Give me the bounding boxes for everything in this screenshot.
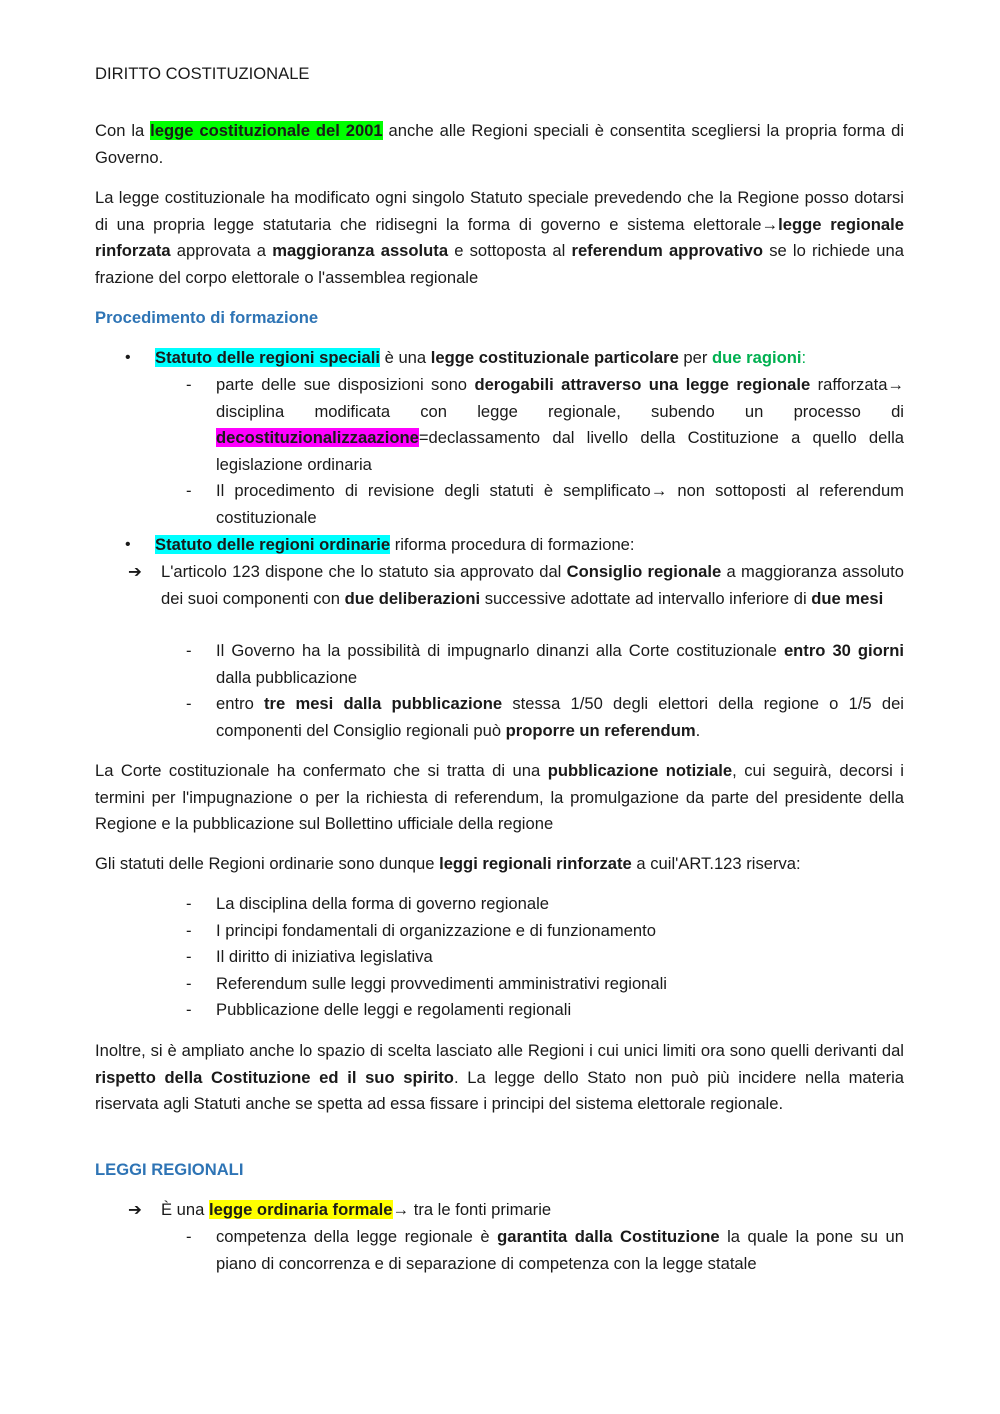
text: anche alle Regioni speciali è consentita scegliersi la propria forma di Governo. xyxy=(95,121,905,167)
bold-text: Consiglio regionale xyxy=(566,562,722,581)
text: a maggioranza assoluto dei suoi componenti con xyxy=(161,562,904,608)
bold-text: due deliberazioni xyxy=(344,588,481,608)
bold-text: referendum approvativo xyxy=(571,241,764,261)
text: È una xyxy=(161,1200,209,1219)
bold-text: derogabili attraverso una legge regionale xyxy=(474,375,811,394)
highlight-legge-ordinaria-formale: legge ordinaria formale xyxy=(208,1200,393,1219)
bold-text: pubblicazione notiziale xyxy=(547,761,733,780)
list-item: Il diritto di iniziativa legislativa xyxy=(216,947,433,966)
text: dalla pubblicazione xyxy=(216,667,358,687)
arrow-item-legge-ordinaria xyxy=(161,1197,904,1224)
arrow-icon: ➔ xyxy=(128,1200,142,1219)
paragraph-inoltre xyxy=(95,1038,904,1118)
dash-marker: - xyxy=(186,481,192,500)
bullet-statuto-ordinarie xyxy=(155,532,904,559)
section-heading-leggi-regionali: LEGGI REGIONALI xyxy=(95,1160,244,1179)
list-item: Referendum sulle leggi provvedimenti amministrativi regionali xyxy=(216,974,667,993)
text: . La legge dello Stato non può più incidere nella materia riservata agli Statuti anche se spetta ad essa fissare i principi del sistema elettorale regionale. xyxy=(95,1067,905,1114)
text: competenza della legge regionale è xyxy=(216,1227,498,1246)
text: =declassamento dal livello della Costituzione a quello della legislazione ordinaria xyxy=(216,428,904,474)
highlight-statuto-speciali: Statuto delle regioni speciali xyxy=(155,348,380,367)
paragraph-intro xyxy=(95,118,904,171)
text: la quale la pone su un piano di concorrenza e di separazione di competenza con la legge statale xyxy=(216,1227,904,1273)
dash-marker: - xyxy=(186,694,192,713)
sublist-item-competenza xyxy=(216,1224,904,1277)
text: Inoltre, si è ampliato anche lo spazio di scelta lasciato alle Regioni i cui unici limiti ora sono quelli derivanti dal xyxy=(95,1041,904,1060)
bullet-marker: • xyxy=(125,349,131,366)
highlight-decostituzionalizzazione: decostituzionalizzaazione xyxy=(216,428,419,448)
text: . xyxy=(695,720,701,740)
list-item: La disciplina della forma di governo regionale xyxy=(216,894,550,913)
bold-text: entro 30 giorni xyxy=(783,641,905,660)
dash-marker: - xyxy=(186,921,192,940)
dash-marker: - xyxy=(186,947,192,966)
dash-marker: - xyxy=(186,1000,192,1019)
bold-text: tre mesi dalla pubblicazione xyxy=(264,694,503,713)
text: Gli statuti delle Regioni ordinarie sono dunque xyxy=(95,854,440,873)
text: La legge costituzionale ha modificato ogni singolo Statuto speciale prevedendo che la Regione posso dotarsi di una propria legge statutaria che ridisegni la forma di governo e sistema elettorale→ xyxy=(95,188,904,234)
dash-marker: - xyxy=(186,974,192,993)
text: : xyxy=(801,348,807,367)
sublist-item-referendum xyxy=(216,691,904,744)
text: entro xyxy=(216,694,265,713)
text: è una xyxy=(380,348,431,367)
text: Il Governo ha la possibilità di impugnarlo dinanzi alla Corte costituzionale xyxy=(216,641,784,660)
text: e sottoposta al xyxy=(448,241,572,261)
bold-text: rispetto della Costituzione ed il suo spirito xyxy=(95,1067,454,1087)
dash-marker: - xyxy=(186,894,192,913)
document-title: DIRITTO COSTITUZIONALE xyxy=(95,64,310,83)
dash-marker: - xyxy=(186,641,192,660)
text: La Corte costituzionale ha confermato che si tratta di una xyxy=(95,761,548,780)
highlight-statuto-ordinarie: Statuto delle regioni ordinarie xyxy=(155,535,391,554)
paragraph-statuti-speciali xyxy=(95,185,904,291)
arrow-icon: ➔ xyxy=(128,562,142,581)
bold-text: maggioranza assoluta xyxy=(272,241,449,261)
text: successive adottate ad intervallo inferiore di xyxy=(480,588,812,608)
bold-text: garantita dalla Costituzione xyxy=(497,1227,720,1246)
bold-text: due mesi xyxy=(811,588,884,608)
paragraph-statuti-ordinarie xyxy=(95,851,904,878)
text: stessa 1/50 degli elettori della regione o 1/5 dei componenti del Consiglio regionali può xyxy=(216,694,904,740)
bold-text: proporre un referendum xyxy=(505,720,696,740)
text: → tra le fonti primarie xyxy=(392,1200,552,1219)
section-heading-procedimento: Procedimento di formazione xyxy=(95,308,319,327)
paragraph-corte-costituzionale xyxy=(95,758,904,838)
sublist-item-revisione: Il procedimento di revisione degli statuti è semplificato→ non sottoposti al referendum costituzionale xyxy=(216,481,904,527)
text: , cui seguirà, decorsi i termini per l'impugnazione o per la richiesta di referendum, la promulgazione da parte del presidente della Regione e la pubblicazione sul Bollettino ufficiale della regione xyxy=(95,761,904,834)
highlight-legge-2001: legge costituzionale del 2001 xyxy=(150,121,383,140)
text: se lo richiede una frazione del corpo elettorale o l'assemblea regionale xyxy=(95,241,904,287)
sublist-item-derogabili xyxy=(216,372,904,478)
dash-marker: - xyxy=(186,1227,192,1246)
text: L'articolo 123 dispone che lo statuto sia approvato dal xyxy=(161,562,567,581)
list-item: I principi fondamentali di organizzazione e di funzionamento xyxy=(216,921,657,940)
bold-text: legge regionale rinforzata xyxy=(95,214,904,261)
text: rafforzata→ disciplina modificata con legge regionale, subendo un processo di xyxy=(216,375,905,421)
bold-text: legge costituzionale particolare xyxy=(430,348,679,367)
dash-marker: - xyxy=(186,375,192,394)
text: riforma procedura di formazione: xyxy=(390,535,635,554)
bold-text: leggi regionali rinforzate xyxy=(439,854,632,873)
text: a cuil'ART.123 riserva: xyxy=(631,854,801,873)
text: per xyxy=(678,348,713,367)
text: parte delle sue disposizioni sono xyxy=(216,375,475,394)
sublist-item-governo xyxy=(216,638,904,691)
bullet-statuto-speciali xyxy=(155,345,904,372)
arrow-item-articolo-123 xyxy=(161,559,904,612)
text: approvata a xyxy=(170,241,273,261)
green-text: due ragioni xyxy=(712,348,802,367)
bullet-marker: • xyxy=(125,536,131,553)
text: Con la xyxy=(95,121,151,140)
list-item: Pubblicazione delle leggi e regolamenti regionali xyxy=(216,1000,572,1019)
